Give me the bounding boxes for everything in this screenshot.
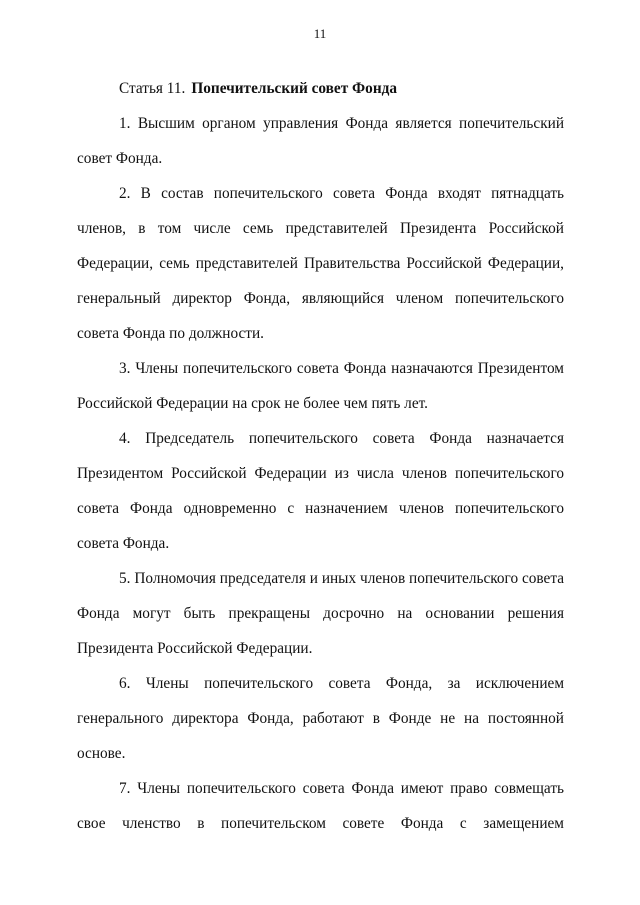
paragraph-2: 2. В состав попечительского совета Фонда входят пятнадцать членов, в том числе семь представителей Президента Российской Федерации, семь представителей Правительства Российской Федерации, генеральный директор Фонда, являющийся членом попечительского совета Фонда по должности. xyxy=(77,185,564,342)
article-title: Попечительский совет Фонда xyxy=(191,80,398,97)
paragraph-1: 1. Высшим органом управления Фонда является попечительский совет Фонда. xyxy=(77,115,564,167)
article-number: Статья 11. xyxy=(119,80,186,97)
paragraph-4: 4. Председатель попечительского совета Фонда назначается Президентом Российской Федерации из числа членов попечительского совета Фонда одновременно с назначением членов попечительского совета Фонда. xyxy=(77,430,564,552)
paragraph-5: 5. Полномочия председателя и иных членов попечительского совета Фонда могут быть прекращены досрочно на основании решения Президента Российской Федерации. xyxy=(77,570,564,657)
paragraph-3: 3. Члены попечительского совета Фонда назначаются Президентом Российской Федерации на срок не более чем пять лет. xyxy=(77,360,564,412)
document-body xyxy=(77,71,564,841)
page-number: 11 xyxy=(313,26,327,41)
paragraph-6: 6. Члены попечительского совета Фонда, за исключением генерального директора Фонда, работают в Фонде не на постоянной основе. xyxy=(77,675,564,762)
article-heading xyxy=(77,71,564,106)
paragraph-7: 7. Члены попечительского совета Фонда имеют право совмещать свое членство в попечительском совете Фонда с замещением xyxy=(77,780,564,832)
